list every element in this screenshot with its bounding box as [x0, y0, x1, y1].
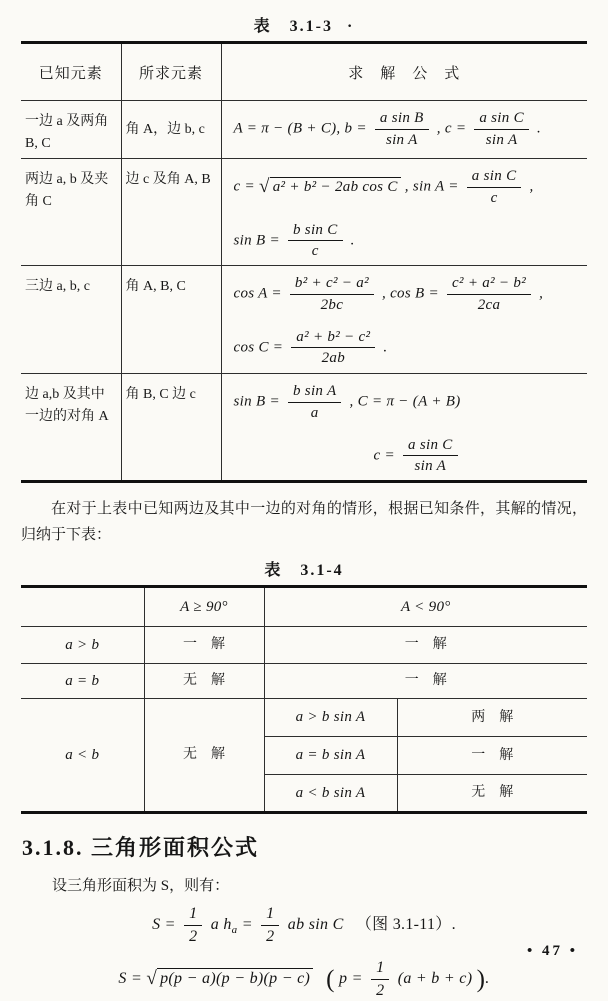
fraction-numerator: a sin C — [467, 167, 522, 188]
t1-r3-sought: 角 A, B, C — [121, 266, 221, 374]
math-segment: , C = π − (A + B) — [349, 393, 461, 410]
table2-row-1 — [21, 627, 587, 664]
math-segment: sin B = — [233, 232, 280, 249]
t2-r3-subres-3: 无 解 — [397, 775, 587, 813]
fraction-numerator: b sin C — [288, 221, 343, 242]
table1-header-row — [21, 43, 587, 101]
figure-reference: （图 3.1-11）. — [355, 916, 456, 934]
t1-col-header-formulas: 求 解 公 式 — [348, 65, 461, 82]
formula-line — [234, 167, 584, 208]
math-segment: , c = — [436, 120, 467, 137]
t1-r4-known: 边 a,b 及其中一边的对角 A — [21, 374, 121, 482]
t1-r2-formulas — [221, 159, 587, 266]
section-heading: 3.1.8. 三角形面积公式 — [22, 835, 260, 860]
radical-sign: √ — [259, 175, 270, 197]
fraction — [375, 109, 429, 150]
math-segment: , cos B = — [381, 285, 439, 302]
fraction-denominator: c — [490, 189, 498, 206]
fraction-denominator: sin A — [485, 131, 518, 148]
t2-r3-subres-1: 两 解 — [397, 699, 587, 737]
fraction-numerator: 1 — [184, 904, 202, 926]
math-segment: , — [529, 178, 534, 195]
fraction — [290, 274, 374, 315]
table1-title — [0, 0, 608, 36]
math-segment — [210, 916, 238, 937]
table-3-1-3 — [21, 41, 587, 483]
math-segment: . — [537, 120, 542, 137]
t1-r1-known: 一边 a 及两角 B, C — [21, 101, 121, 159]
fraction — [261, 904, 279, 947]
fraction-numerator: 1 — [261, 904, 279, 926]
fraction-numerator: a sin B — [375, 109, 429, 130]
fraction — [288, 221, 343, 262]
fraction-numerator: a sin C — [474, 109, 529, 130]
t2-r2-case: a = b — [21, 664, 144, 699]
fraction-denominator: 2bc — [320, 296, 344, 313]
table1-row-4 — [21, 374, 587, 482]
math-segment: S = — [118, 970, 143, 988]
formula-line — [234, 274, 584, 315]
table2-row-2 — [21, 664, 587, 699]
fraction-denominator: a — [310, 404, 319, 421]
table2-row-3a — [21, 699, 587, 737]
math-segment: = — [241, 916, 253, 934]
right-paren: ) — [476, 966, 486, 994]
area-formula-2 — [0, 958, 608, 1001]
math-segment: c = — [373, 447, 395, 464]
t2-r1-case: a > b — [21, 627, 144, 664]
math-segment: . — [350, 232, 355, 249]
fraction-numerator: 1 — [371, 958, 389, 980]
math-segment: sin B = — [233, 393, 280, 410]
math-segment: ab sin C — [287, 916, 344, 934]
table1-row-3 — [21, 266, 587, 374]
t2-r3-subres-2: 一 解 — [397, 737, 587, 775]
fraction-denominator: sin A — [385, 131, 418, 148]
math-text: a h — [210, 916, 232, 934]
t2-r1-result-ge: 一 解 — [144, 627, 264, 664]
fraction — [371, 958, 389, 1001]
math-segment: , sin A = — [404, 178, 459, 195]
fraction — [291, 328, 375, 369]
table1-row-1 — [21, 101, 587, 159]
area-formula-1 — [0, 904, 608, 947]
table1-row-2 — [21, 159, 587, 266]
fraction — [467, 167, 522, 208]
table2-header-row — [21, 587, 587, 627]
left-paren: ( — [326, 966, 335, 994]
t2-r3-case: a < b — [21, 699, 144, 813]
subscript: a — [231, 924, 238, 937]
fraction-denominator: c — [311, 243, 319, 260]
fraction-denominator: 2 — [376, 982, 385, 999]
radical-sign: √ — [146, 968, 158, 990]
t2-r2-result-lt: 一 解 — [264, 664, 587, 699]
fraction-denominator: 2 — [266, 928, 275, 945]
t1-col-header-sought: 所求元素 — [121, 43, 221, 101]
t2-r3-result-ge: 无 解 — [144, 699, 264, 813]
math-segment: S = — [152, 916, 176, 934]
t1-r2-sought: 边 c 及角 A, B — [121, 159, 221, 266]
formula-line — [234, 382, 584, 423]
t2-r3-subcond-2: a = b sin A — [264, 737, 397, 775]
between-tables-paragraph: 在对于上表中已知两边及其中一边的对角的情形，根据已知条件，其解的情况，归纳于下表： — [21, 501, 587, 543]
fraction — [403, 436, 458, 477]
t2-header-blank — [21, 587, 144, 627]
math-segment: c = — [233, 178, 255, 195]
radicand: p(p − a)(p − b)(p − c) — [157, 968, 313, 987]
t2-r2-result-ge: 无 解 — [144, 664, 264, 699]
t2-header-a-ge-90: A ≥ 90° — [144, 587, 264, 627]
square-root — [259, 175, 401, 197]
fraction-numerator: b sin A — [288, 382, 342, 403]
t1-r3-known: 三边 a, b, c — [21, 266, 121, 374]
fraction-numerator: c² + a² − b² — [447, 274, 531, 295]
fraction-denominator: 2ab — [321, 350, 345, 367]
t2-r3-subcond-3: a < b sin A — [264, 775, 397, 813]
formula-line — [374, 436, 584, 477]
table-3-1-4 — [21, 585, 587, 814]
t1-r1-sought: 角 A，边 b, c — [121, 101, 221, 159]
title-dot: · — [347, 18, 355, 35]
fraction — [288, 382, 342, 423]
fraction-denominator: 2 — [189, 928, 198, 945]
fraction-numerator: b² + c² − a² — [290, 274, 374, 295]
math-segment: (a + b + c) — [397, 970, 473, 988]
math-segment: p = — [339, 970, 363, 988]
t1-col-header-known: 已知元素 — [21, 43, 121, 101]
table1-title-text: 表 3.1-3 — [253, 18, 333, 35]
t1-r1-formulas — [221, 101, 587, 159]
table2-title: 表 3.1-4 — [264, 562, 344, 579]
math-segment: . — [485, 970, 490, 988]
t1-r3-formulas — [221, 266, 587, 374]
formula-line — [234, 221, 584, 262]
fraction — [184, 904, 202, 947]
page-number: • 47 • — [526, 943, 578, 959]
formula-line — [234, 328, 584, 369]
fraction — [447, 274, 531, 315]
t1-r4-formulas — [221, 374, 587, 482]
t1-r4-sought: 角 B, C 边 c — [121, 374, 221, 482]
square-root — [146, 968, 313, 990]
math-segment: cos A = — [233, 285, 282, 302]
t2-r1-result-lt: 一 解 — [264, 627, 587, 664]
t2-header-a-lt-90: A < 90° — [400, 598, 451, 615]
section-intro: 设三角形面积为 S，则有： — [52, 878, 230, 894]
math-segment: A = π − (B + C), b = — [233, 120, 367, 137]
math-segment: , — [539, 285, 544, 302]
fraction — [474, 109, 529, 150]
t1-r2-known: 两边 a, b 及夹角 C — [21, 159, 121, 266]
formula-line — [234, 109, 584, 150]
radicand: a² + b² − 2ab cos C — [270, 177, 401, 195]
fraction-numerator: a² + b² − c² — [291, 328, 375, 349]
fraction-numerator: a sin C — [403, 436, 458, 457]
t2-r3-subcond-1: a > b sin A — [264, 699, 397, 737]
math-segment: . — [383, 339, 388, 356]
fraction-denominator: sin A — [414, 458, 447, 475]
math-segment: cos C = — [233, 339, 284, 356]
fraction-denominator: 2ca — [477, 296, 501, 313]
